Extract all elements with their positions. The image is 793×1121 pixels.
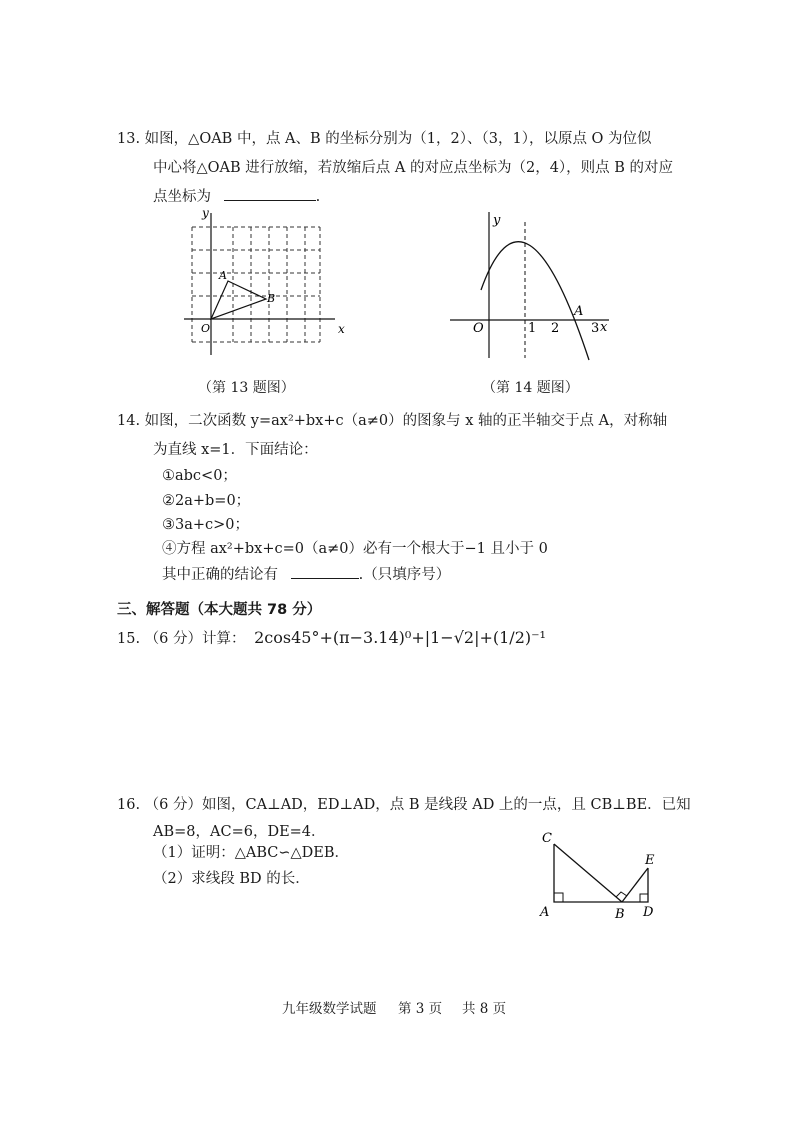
q14-o-label: O: [473, 321, 484, 336]
footer-subject: 九年级数学试题: [282, 1001, 377, 1017]
q14-line-end: [162, 564, 450, 585]
q14-conclusion-2: ②2a+b=0；: [162, 493, 251, 509]
q13-line3-prefix: 点坐标为: [153, 189, 211, 205]
q14-line2: 为直线 x=1．下面结论：: [153, 442, 318, 458]
q16-base-lines: [554, 844, 648, 902]
q14-x-label: x: [600, 320, 608, 335]
q13-caption: （第 13 题图）: [198, 380, 295, 396]
q16-segment-be: [622, 868, 648, 902]
q16-line2: AB=8，AC=6，DE=4．: [153, 824, 326, 840]
q15-line: [117, 628, 546, 649]
q15-prefix: 15. （6 分）计算：: [117, 631, 246, 647]
q13-line2: 中心将△OAB 进行放缩，若放缩后点 A 的对应点坐标为（2，4），则点 B 的对应: [153, 160, 674, 176]
q14-answer-blank[interactable]: [291, 564, 359, 579]
q13-b-label: B: [267, 292, 276, 305]
q16-figure: [530, 826, 670, 926]
q16-right-angle-a: [554, 893, 563, 902]
q14-conclusion-3: ③3a+c>0；: [162, 517, 250, 533]
q14-caption: （第 14 题图）: [482, 380, 579, 396]
q14-tick-2: 2: [551, 321, 560, 336]
q16-d-label: D: [643, 905, 654, 920]
q13-figure: [180, 205, 350, 365]
q13-y-label: y: [202, 206, 209, 220]
q15-expression: 2cos45°+(π−3.14)⁰+|1−√2|+(1/2)⁻¹: [254, 628, 546, 647]
q14-figure: [445, 208, 615, 368]
q16-line1: 16. （6 分）如图，CA⊥AD，ED⊥AD，点 B 是线段 AD 上的一点，且 CB⊥BE．已知: [117, 797, 691, 813]
q13-o-label: O: [201, 322, 211, 335]
q14-a-label: A: [574, 304, 584, 319]
q16-right-angle-d: [640, 894, 648, 902]
footer-total: 共 8 页: [462, 1001, 507, 1017]
q14-y-label: y: [493, 213, 501, 228]
section3-title: 三、解答题（本大题共 78 分）: [117, 602, 322, 618]
q13-triangle-oab: [211, 281, 266, 319]
q16-segment-cb: [554, 844, 622, 902]
q16-b-label: B: [615, 907, 625, 922]
q13-line1: 13. 如图，△OAB 中，点 A、B 的坐标分别为（1，2）、（3，1），以原点 O 为位似: [117, 131, 652, 147]
q14-line-end-suffix: .（只填序号）: [358, 567, 451, 583]
q16-right-angle-b: [616, 892, 627, 897]
q14-tick-3: 3: [591, 321, 600, 336]
q14-line1: 14. 如图，二次函数 y=ax²+bx+c（a≠0）的图象与 x 轴的正半轴交于点 A，对称轴: [117, 413, 668, 429]
q16-e-label: E: [645, 853, 655, 868]
footer-page: 第 3 页: [398, 1001, 443, 1017]
q16-part1: （1）证明：△ABC∽△DEB．: [153, 845, 350, 861]
q16-c-label: C: [542, 831, 552, 846]
q13-a-label: A: [219, 269, 227, 282]
q14-tick-1: 1: [528, 321, 537, 336]
q14-parabola: [481, 242, 589, 360]
q13-line3-suffix: .: [315, 189, 321, 205]
q14-conclusion-4: ④方程 ax²+bx+c=0（a≠0）必有一个根大于−1 且小于 0: [162, 541, 548, 557]
q13-x-label: x: [338, 322, 345, 336]
q13-line3: [153, 186, 320, 207]
q16-part2: （2）求线段 BD 的长．: [153, 871, 310, 887]
q14-conclusion-1: ①abc<0；: [162, 468, 237, 484]
q13-answer-blank[interactable]: [224, 186, 316, 201]
q16-a-label: A: [540, 905, 550, 920]
q14-line-end-prefix: 其中正确的结论有: [162, 567, 278, 583]
